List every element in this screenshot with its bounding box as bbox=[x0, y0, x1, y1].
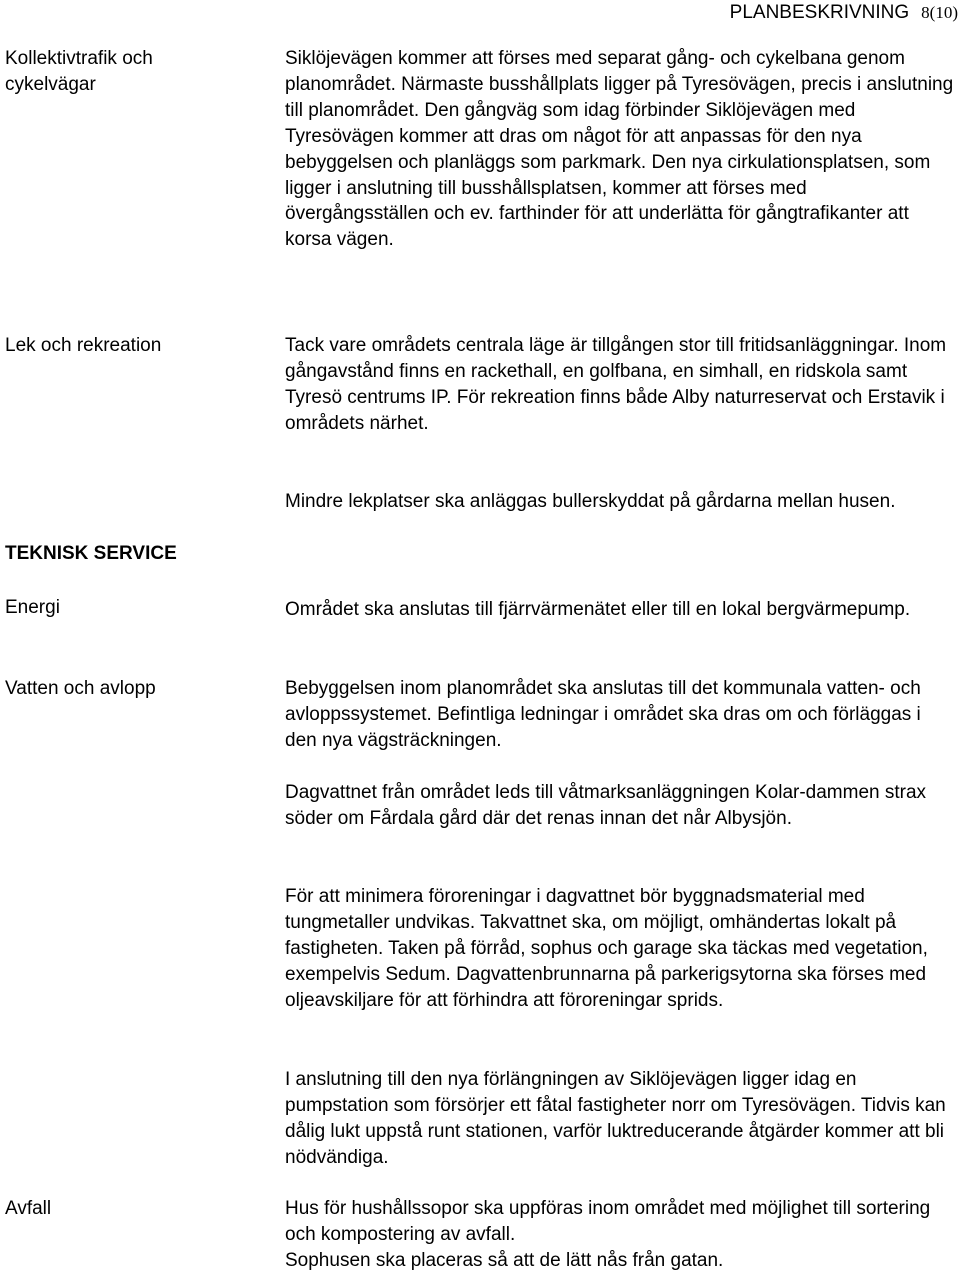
section-text-energi: Området ska anslutas till fjärrvärmenätet eller till en lokal bergvärmepump. bbox=[285, 599, 911, 620]
section-label-avfall: Avfall bbox=[5, 1198, 52, 1219]
page-number: 8(10) bbox=[921, 3, 958, 22]
document-title: PLANBESKRIVNING bbox=[729, 2, 910, 23]
section-text-vatten-avlopp: Bebyggelsen inom planområdet ska anslutas till det kommunala vatten- och avloppssystemet. Befintliga ledningar i området ska dras om och förläggas i den nya vägsträckningen. bbox=[285, 678, 921, 751]
section-text-lekplatser: Mindre lekplatser ska anläggas bullerskyddat på gårdarna mellan husen. bbox=[285, 491, 896, 512]
section-text-lek-och-rekreation: Tack vare områdets centrala läge är tillgången stor till fritidsanläggningar. Inom gångavstånd finns en rackethall, en golfbana, en simhall, en ridskola samt Tyresö centrums IP. För rekreation finns både Alby naturreservat och Erstavik i områdets närhet. bbox=[285, 335, 947, 434]
heading-teknisk-service: TEKNISK SERVICE bbox=[5, 543, 177, 564]
section-label-energi: Energi bbox=[5, 597, 60, 618]
section-label-kollektivtrafik: Kollektivtrafik och cykelvägar bbox=[5, 48, 153, 95]
page-header bbox=[730, 0, 958, 25]
section-text-kollektivtrafik: Siklöjevägen kommer att förses med separat gång- och cykelbana genom planområdet. Närmaste busshållplats ligger på Tyresövägen, precis i anslutning till planområdet. Den gångväg som idag förbinder Siklöjevägen med Tyresövägen kommer att dras om något för att anpassas för den nya bebyggelsen och planläggs som parkmark. Den nya cirkulationsplatsen, som ligger i anslutning till busshållsplatsen, kommer att förses med övergångsställen och ev. farthinder för att underlätta för gångtrafikanter att korsa vägen. bbox=[285, 48, 954, 251]
section-text-sophus: Sophusen ska placeras så att de lätt nås från gatan. bbox=[285, 1250, 724, 1271]
section-text-dagvatten: Dagvattnet från området leds till våtmarksanläggningen Kolar-dammen strax söder om Fårdala gård där det renas innan det når Albysjön. bbox=[285, 782, 927, 829]
section-label-vatten-och-avlopp: Vatten och avlopp bbox=[5, 678, 156, 699]
section-text-avfall: Hus för hushållssopor ska uppföras inom området med möjlighet till sortering och kompostering av avfall. bbox=[285, 1198, 931, 1245]
section-label-lek-och-rekreation: Lek och rekreation bbox=[5, 335, 162, 356]
section-text-pumpstation: I anslutning till den nya förlängningen av Siklöjevägen ligger idag en pumpstation som försörjer ett fåtal fastigheter norr om Tyresövägen. Tidvis kan dålig lukt uppstå runt stationen, varför luktreducerande åtgärder kommer att bli nödvändiga. bbox=[285, 1069, 946, 1168]
section-text-fororeningar: För att minimera föroreningar i dagvattnet bör byggnadsmaterial med tungmetaller undvikas. Takvattnet ska, om möjligt, omhändertas lokalt på fastigheten. Taken på förråd, sophus och garage ska täckas med vegetation, exempelvis Sedum. Dagvattenbrunnarna på parkerigsytorna ska förses med oljeavskiljare för att förhindra att föroreningar sprids. bbox=[285, 886, 928, 1011]
